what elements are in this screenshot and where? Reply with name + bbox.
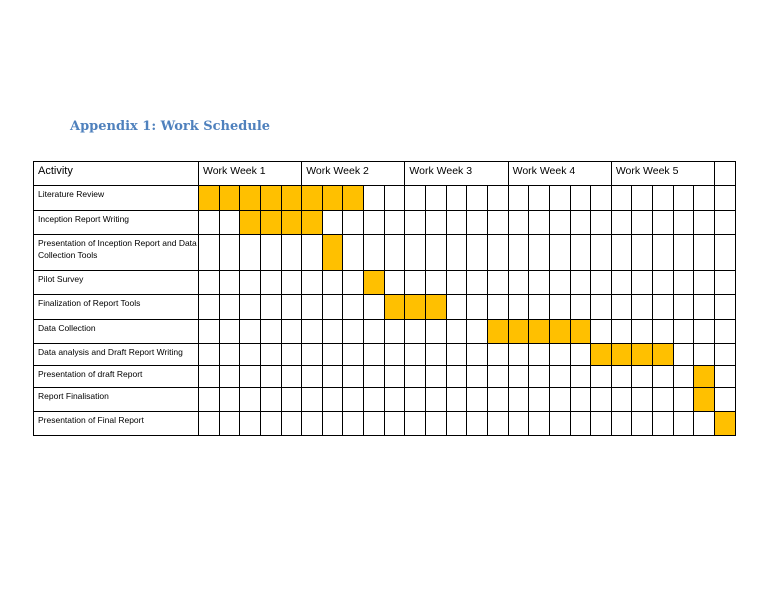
empty-cell (384, 271, 405, 295)
empty-cell (549, 295, 570, 320)
empty-cell (260, 320, 281, 344)
empty-cell (694, 320, 715, 344)
activity-row (34, 320, 736, 344)
activity-label: Data analysis and Draft Report Writing (34, 344, 199, 366)
empty-cell (446, 186, 467, 211)
empty-cell (673, 186, 694, 211)
empty-cell (199, 366, 220, 388)
empty-cell (281, 412, 302, 436)
empty-cell (549, 412, 570, 436)
empty-cell (467, 211, 488, 235)
empty-cell (426, 320, 447, 344)
activity-label: Finalization of Report Tools (34, 295, 199, 320)
work-schedule-table (33, 161, 736, 436)
empty-cell (529, 235, 550, 271)
empty-cell (260, 412, 281, 436)
empty-cell (715, 388, 736, 412)
empty-cell (508, 186, 529, 211)
empty-cell (426, 388, 447, 412)
empty-cell (199, 235, 220, 271)
empty-cell (673, 271, 694, 295)
empty-cell (343, 344, 364, 366)
empty-cell (364, 344, 385, 366)
empty-cell (199, 320, 220, 344)
empty-cell (302, 366, 323, 388)
activity-row (34, 271, 736, 295)
empty-cell (508, 271, 529, 295)
empty-cell (260, 388, 281, 412)
empty-cell (611, 320, 632, 344)
empty-cell (487, 344, 508, 366)
scheduled-cell (611, 344, 632, 366)
empty-cell (653, 295, 674, 320)
week-header-3: Work Week 3 (405, 162, 508, 186)
scheduled-cell (426, 295, 447, 320)
empty-cell (508, 211, 529, 235)
scheduled-cell (529, 320, 550, 344)
empty-cell (240, 235, 261, 271)
empty-cell (364, 320, 385, 344)
empty-cell (694, 271, 715, 295)
empty-cell (632, 412, 653, 436)
empty-cell (673, 211, 694, 235)
scheduled-cell (632, 344, 653, 366)
empty-cell (673, 388, 694, 412)
empty-cell (199, 271, 220, 295)
empty-cell (653, 366, 674, 388)
empty-cell (343, 366, 364, 388)
empty-cell (673, 235, 694, 271)
activity-row (34, 235, 736, 271)
empty-cell (426, 211, 447, 235)
scheduled-cell (281, 211, 302, 235)
empty-cell (653, 320, 674, 344)
scheduled-cell (384, 295, 405, 320)
empty-cell (611, 295, 632, 320)
empty-cell (591, 388, 612, 412)
empty-cell (384, 211, 405, 235)
scheduled-cell (343, 186, 364, 211)
scheduled-cell (549, 320, 570, 344)
empty-cell (591, 211, 612, 235)
empty-cell (529, 211, 550, 235)
empty-cell (219, 295, 240, 320)
empty-cell (405, 320, 426, 344)
empty-cell (570, 366, 591, 388)
empty-cell (529, 186, 550, 211)
empty-cell (240, 388, 261, 412)
header-spacer-cell (715, 162, 736, 186)
scheduled-cell (199, 186, 220, 211)
scheduled-cell (694, 366, 715, 388)
empty-cell (364, 186, 385, 211)
empty-cell (322, 320, 343, 344)
empty-cell (570, 186, 591, 211)
activity-label: Presentation of draft Report (34, 366, 199, 388)
empty-cell (632, 366, 653, 388)
empty-cell (487, 186, 508, 211)
empty-cell (260, 295, 281, 320)
empty-cell (446, 271, 467, 295)
week-header-1: Work Week 1 (199, 162, 302, 186)
empty-cell (199, 388, 220, 412)
empty-cell (322, 412, 343, 436)
empty-cell (508, 295, 529, 320)
empty-cell (364, 388, 385, 412)
empty-cell (694, 295, 715, 320)
empty-cell (384, 186, 405, 211)
empty-cell (508, 412, 529, 436)
empty-cell (632, 271, 653, 295)
empty-cell (322, 366, 343, 388)
scheduled-cell (240, 211, 261, 235)
empty-cell (549, 388, 570, 412)
scheduled-cell (281, 186, 302, 211)
empty-cell (302, 388, 323, 412)
empty-cell (467, 388, 488, 412)
empty-cell (343, 388, 364, 412)
empty-cell (364, 366, 385, 388)
empty-cell (549, 211, 570, 235)
scheduled-cell (240, 186, 261, 211)
empty-cell (570, 295, 591, 320)
empty-cell (487, 412, 508, 436)
empty-cell (240, 271, 261, 295)
scheduled-cell (322, 186, 343, 211)
week-header-5: Work Week 5 (611, 162, 714, 186)
empty-cell (549, 344, 570, 366)
empty-cell (653, 412, 674, 436)
empty-cell (487, 295, 508, 320)
empty-cell (199, 412, 220, 436)
empty-cell (591, 186, 612, 211)
empty-cell (405, 366, 426, 388)
empty-cell (281, 320, 302, 344)
empty-cell (405, 388, 426, 412)
empty-cell (302, 295, 323, 320)
empty-cell (549, 186, 570, 211)
empty-cell (673, 295, 694, 320)
empty-cell (529, 412, 550, 436)
empty-cell (570, 211, 591, 235)
empty-cell (219, 344, 240, 366)
empty-cell (715, 320, 736, 344)
empty-cell (405, 211, 426, 235)
empty-cell (632, 235, 653, 271)
activity-row (34, 344, 736, 366)
empty-cell (715, 366, 736, 388)
empty-cell (219, 388, 240, 412)
empty-cell (570, 344, 591, 366)
empty-cell (322, 211, 343, 235)
empty-cell (591, 320, 612, 344)
empty-cell (384, 412, 405, 436)
empty-cell (426, 271, 447, 295)
empty-cell (487, 388, 508, 412)
empty-cell (591, 271, 612, 295)
activity-row (34, 388, 736, 412)
empty-cell (426, 186, 447, 211)
activity-label: Report Finalisation (34, 388, 199, 412)
empty-cell (199, 295, 220, 320)
empty-cell (632, 295, 653, 320)
empty-cell (487, 271, 508, 295)
empty-cell (343, 235, 364, 271)
empty-cell (591, 412, 612, 436)
empty-cell (260, 271, 281, 295)
empty-cell (508, 235, 529, 271)
empty-cell (446, 320, 467, 344)
empty-cell (694, 235, 715, 271)
empty-cell (446, 211, 467, 235)
empty-cell (405, 271, 426, 295)
empty-cell (405, 344, 426, 366)
activity-label: Inception Report Writing (34, 211, 199, 235)
empty-cell (446, 412, 467, 436)
empty-cell (591, 366, 612, 388)
empty-cell (240, 320, 261, 344)
empty-cell (426, 366, 447, 388)
empty-cell (715, 186, 736, 211)
empty-cell (302, 271, 323, 295)
empty-cell (632, 320, 653, 344)
empty-cell (219, 271, 240, 295)
empty-cell (260, 344, 281, 366)
empty-cell (364, 412, 385, 436)
empty-cell (240, 295, 261, 320)
scheduled-cell (508, 320, 529, 344)
header-row (34, 162, 736, 186)
activity-header: Activity (34, 162, 199, 186)
empty-cell (611, 412, 632, 436)
scheduled-cell (364, 271, 385, 295)
empty-cell (322, 295, 343, 320)
empty-cell (611, 271, 632, 295)
empty-cell (199, 211, 220, 235)
empty-cell (715, 271, 736, 295)
empty-cell (467, 295, 488, 320)
empty-cell (281, 344, 302, 366)
empty-cell (487, 235, 508, 271)
empty-cell (653, 211, 674, 235)
empty-cell (281, 388, 302, 412)
empty-cell (281, 271, 302, 295)
document-title: Appendix 1: Work Schedule (70, 119, 271, 134)
activity-row (34, 295, 736, 320)
scheduled-cell (302, 211, 323, 235)
activity-row (34, 211, 736, 235)
empty-cell (508, 344, 529, 366)
empty-cell (384, 235, 405, 271)
empty-cell (653, 235, 674, 271)
empty-cell (364, 235, 385, 271)
activity-row (34, 412, 736, 436)
empty-cell (343, 211, 364, 235)
empty-cell (694, 186, 715, 211)
empty-cell (570, 235, 591, 271)
scheduled-cell (302, 186, 323, 211)
empty-cell (302, 412, 323, 436)
scheduled-cell (260, 211, 281, 235)
empty-cell (467, 235, 488, 271)
empty-cell (549, 366, 570, 388)
empty-cell (260, 366, 281, 388)
empty-cell (446, 366, 467, 388)
empty-cell (611, 211, 632, 235)
empty-cell (487, 211, 508, 235)
empty-cell (611, 186, 632, 211)
empty-cell (715, 344, 736, 366)
empty-cell (343, 271, 364, 295)
empty-cell (405, 235, 426, 271)
empty-cell (322, 388, 343, 412)
empty-cell (549, 271, 570, 295)
empty-cell (219, 235, 240, 271)
scheduled-cell (591, 344, 612, 366)
week-header-2: Work Week 2 (302, 162, 405, 186)
empty-cell (364, 211, 385, 235)
empty-cell (694, 211, 715, 235)
empty-cell (364, 295, 385, 320)
empty-cell (673, 412, 694, 436)
scheduled-cell (715, 412, 736, 436)
empty-cell (611, 235, 632, 271)
empty-cell (570, 412, 591, 436)
empty-cell (467, 412, 488, 436)
empty-cell (632, 388, 653, 412)
empty-cell (405, 412, 426, 436)
empty-cell (426, 344, 447, 366)
empty-cell (240, 412, 261, 436)
empty-cell (446, 344, 467, 366)
empty-cell (467, 186, 488, 211)
empty-cell (529, 295, 550, 320)
empty-cell (694, 412, 715, 436)
empty-cell (611, 388, 632, 412)
empty-cell (384, 366, 405, 388)
scheduled-cell (405, 295, 426, 320)
empty-cell (570, 388, 591, 412)
empty-cell (467, 271, 488, 295)
empty-cell (529, 388, 550, 412)
scheduled-cell (653, 344, 674, 366)
empty-cell (343, 412, 364, 436)
empty-cell (384, 388, 405, 412)
empty-cell (426, 412, 447, 436)
empty-cell (467, 320, 488, 344)
empty-cell (405, 186, 426, 211)
empty-cell (673, 320, 694, 344)
empty-cell (508, 366, 529, 388)
empty-cell (384, 320, 405, 344)
empty-cell (384, 344, 405, 366)
empty-cell (343, 295, 364, 320)
empty-cell (694, 344, 715, 366)
empty-cell (632, 211, 653, 235)
activity-label: Presentation of Final Report (34, 412, 199, 436)
empty-cell (302, 235, 323, 271)
scheduled-cell (260, 186, 281, 211)
empty-cell (529, 344, 550, 366)
empty-cell (219, 211, 240, 235)
empty-cell (219, 320, 240, 344)
empty-cell (281, 295, 302, 320)
empty-cell (715, 235, 736, 271)
activity-label: Pilot Survey (34, 271, 199, 295)
empty-cell (219, 366, 240, 388)
empty-cell (653, 271, 674, 295)
empty-cell (302, 320, 323, 344)
scheduled-cell (487, 320, 508, 344)
empty-cell (446, 388, 467, 412)
empty-cell (343, 320, 364, 344)
empty-cell (446, 235, 467, 271)
empty-cell (446, 295, 467, 320)
empty-cell (715, 211, 736, 235)
empty-cell (715, 295, 736, 320)
scheduled-cell (322, 235, 343, 271)
empty-cell (322, 344, 343, 366)
empty-cell (281, 235, 302, 271)
empty-cell (673, 344, 694, 366)
activity-row (34, 186, 736, 211)
empty-cell (673, 366, 694, 388)
empty-cell (549, 235, 570, 271)
empty-cell (322, 271, 343, 295)
empty-cell (653, 186, 674, 211)
empty-cell (611, 366, 632, 388)
empty-cell (467, 344, 488, 366)
empty-cell (591, 235, 612, 271)
empty-cell (632, 186, 653, 211)
scheduled-cell (219, 186, 240, 211)
empty-cell (199, 344, 220, 366)
empty-cell (281, 366, 302, 388)
empty-cell (240, 366, 261, 388)
activity-label: Presentation of Inception Report and Data Collection Tools (34, 235, 199, 271)
empty-cell (653, 388, 674, 412)
scheduled-cell (694, 388, 715, 412)
empty-cell (240, 344, 261, 366)
empty-cell (219, 412, 240, 436)
empty-cell (529, 366, 550, 388)
activity-label: Literature Review (34, 186, 199, 211)
empty-cell (302, 344, 323, 366)
activity-row (34, 366, 736, 388)
empty-cell (426, 235, 447, 271)
scheduled-cell (570, 320, 591, 344)
activity-label: Data Collection (34, 320, 199, 344)
empty-cell (529, 271, 550, 295)
empty-cell (487, 366, 508, 388)
empty-cell (260, 235, 281, 271)
empty-cell (591, 295, 612, 320)
week-header-4: Work Week 4 (508, 162, 611, 186)
empty-cell (467, 366, 488, 388)
empty-cell (508, 388, 529, 412)
empty-cell (570, 271, 591, 295)
